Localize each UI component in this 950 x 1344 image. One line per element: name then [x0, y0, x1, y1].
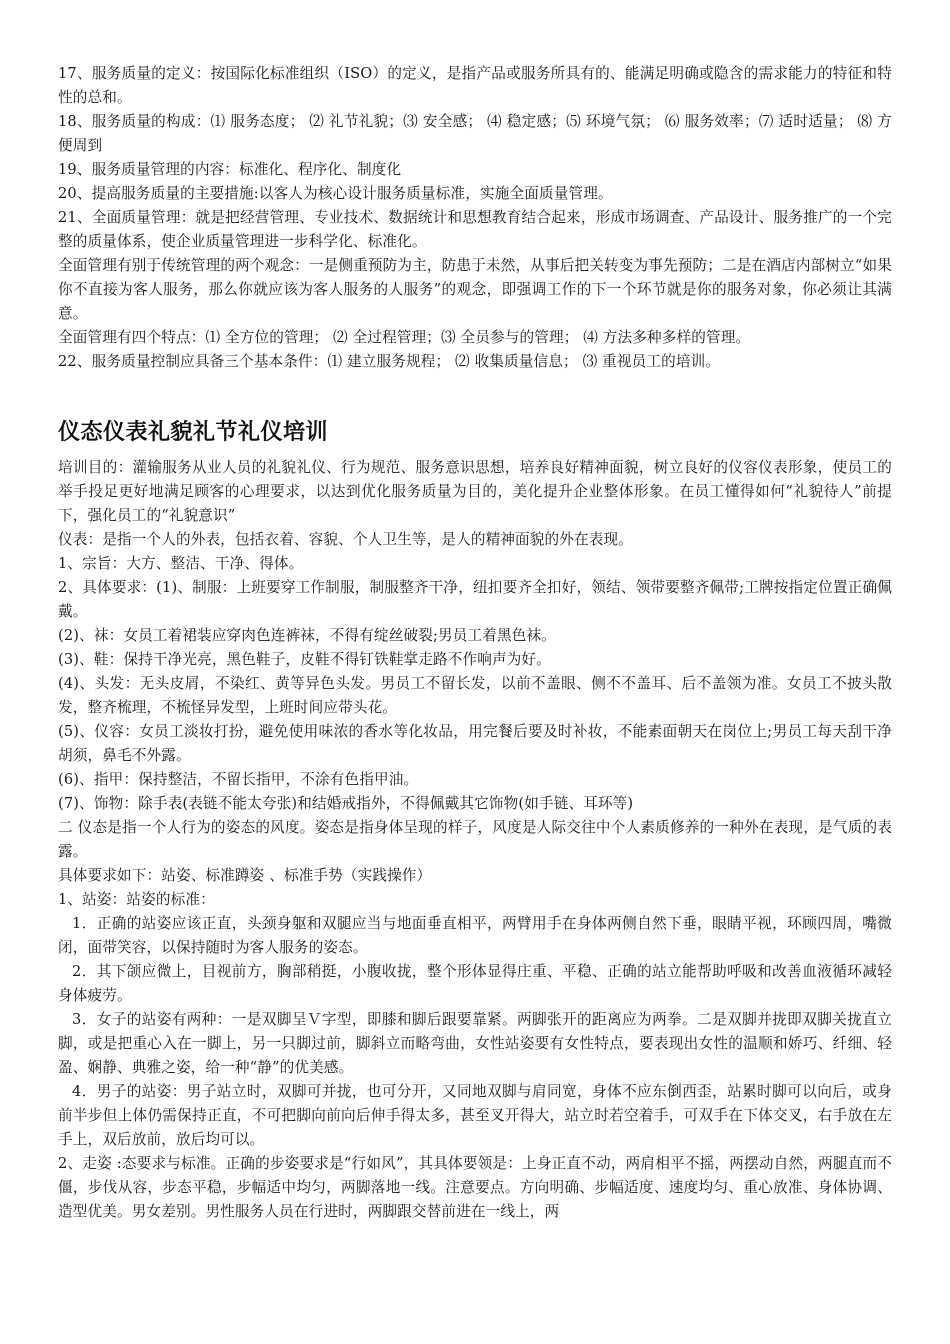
paragraph-makeup: (5)、仪容：女员工淡妆打扮，避免使用味浓的香水等化妆品，用完餐后要及时补妆，不能素面朝天在岗位上;男员工每天刮干净胡须，鼻毛不外露。: [58, 723, 892, 764]
paragraph-hair: (4)、头发：无头皮屑，不染红、黄等异色头发。男员工不留长发，以前不盖眼、侧不不盖耳、后不盖领为准。女员工不披头散发，整齐梳理，不梳怪异发型，上班时间应带头花。: [58, 675, 892, 716]
paragraph-standing-3: 3．女子的站姿有两种：一是双脚呈Ｖ字型，即膝和脚后跟要靠紧。两脚张开的距离应为两拳。二是双脚并拢即双脚关拢直立脚，或是把重心入在一脚上，另一只脚过前，脚斜立而略弯曲，女性站姿要有女性特点，要表现出女性的温顺和娇巧、纤细、轻盈、娴静、典雅之姿，给一种“静”的优美感。: [58, 1011, 892, 1076]
paragraph-walking: 2、走姿 :态要求与标准。正确的步姿要求是“行如风”，其具体要领是：上身正直不动，两肩相平不摇，两摆动自然，两腿直而不僵，步伐从容，步态平稳，步幅适中均匀，两脚落地一线。注意要点。方向明确、步幅适度、速度均匀、重心放准、身体协调、造型优美。男女差别。男性服务人员在行进时，两脚跟交替前进在一线上，两: [58, 1155, 892, 1220]
document-page: [58, 62, 892, 1224]
paragraph-standing-title: 1、站姿：站姿的标准：: [58, 891, 215, 908]
paragraph-standing-2: 2．其下颌应微上，目视前方，胸部稍挺，小腹收拢，整个形体显得庄重、平稳、正确的站立能帮助呼吸和改善血液循环减轻身体疲劳。: [58, 963, 892, 1004]
paragraph-principle: 1、宗旨：大方、整洁、干净、得体。: [58, 555, 304, 572]
paragraph-20: 20、提高服务质量的主要措施:以客人为核心设计服务质量标准，实施全面质量管理。: [58, 185, 613, 202]
paragraph-requirements: 具体要求如下：站姿、标准蹲姿 、标准手势（实践操作）: [58, 867, 432, 884]
service-quality-section: [58, 62, 892, 374]
paragraph-19: 19、服务质量管理的内容：标准化、程序化、制度化: [58, 161, 402, 178]
paragraph-17: 17、服务质量的定义：按国际化标准组织（ISO）的定义，是指产品或服务所具有的、能满足明确或隐含的需求能力的特征和特性的总和。: [58, 65, 892, 106]
paragraph-standing-1: 1．正确的站姿应该正直，头颈身躯和双腿应当与地面垂直相平，两臂用手在身体两侧自然下垂，眼睛平视，环顾四周，嘴微闭，面带笑容，以保持随时为客人服务的姿态。: [58, 915, 892, 956]
paragraph-uniform: 2、具体要求：(1)、制服：上班要穿工作制服，制服整齐干净，纽扣要齐全扣好，领结、领带要整齐佩带;工牌按指定位置正确佩戴。: [58, 579, 892, 620]
paragraph-tqm-features: 全面管理有四个特点：⑴ 全方位的管理； ⑵ 全过程管理；⑶ 全员参与的管理； ⑷ 方法多种多样的管理。: [58, 329, 751, 346]
section-spacer: [58, 374, 892, 418]
paragraph-socks: (2)、袜：女员工着裙装应穿肉色连裤袜，不得有绽丝破裂;男员工着黑色袜。: [58, 627, 556, 644]
paragraph-tqm-concepts: 全面管理有别于传统管理的两个观念：一是侧重预防为主，防患于未然，从事后把关转变为事先预防；二是在酒店内部树立“如果你不直接为客人服务，那么你就应该为客人服务的人服务”的观念，即强调工作的下一个环节就是你的服务对象，你必须让其满意。: [58, 257, 892, 322]
etiquette-section: [58, 456, 892, 1224]
paragraph-nails: (6)、指甲：保持整洁，不留长指甲，不涂有色指甲油。: [58, 771, 419, 788]
paragraph-appearance-definition: 仪表：是指一个人的外表，包括衣着、容貌、个人卫生等，是人的精神面貌的外在表现。: [58, 531, 634, 548]
paragraph-training-purpose: 培训目的：灌输服务从业人员的礼貌礼仪、行为规范、服务意识思想，培养良好精神面貌，树立良好的仪容仪表形象，使员工的举手投足更好地满足顾客的心理要求，以达到优化服务质量为目的，美化提升企业整体形象。在员工懂得如何“礼貌待人”前提下，强化员工的“礼貌意识”: [58, 459, 892, 524]
paragraph-accessories: (7)、饰物：除手表(表链不能太夸张)和结婚戒指外，不得佩戴其它饰物(如手链、耳环等): [58, 795, 634, 812]
paragraph-18: 18、服务质量的构成：⑴ 服务态度； ⑵ 礼节礼貌；⑶ 安全感； ⑷ 稳定感；⑸ 环境气氛； ⑹ 服务效率；⑺ 适时适量； ⑻ 方便周到: [58, 113, 892, 154]
paragraph-21: 21、全面质量管理：就是把经营管理、专业技术、数据统计和思想教育结合起来，形成市场调查、产品设计、服务推广的一个完整的质量体系，使企业质量管理进一步科学化、标准化。: [58, 209, 892, 250]
paragraph-shoes: (3)、鞋：保持干净光亮，黑色鞋子，皮鞋不得钉铁鞋掌走路不作响声为好。: [58, 651, 551, 668]
paragraph-22: 22、服务质量控制应具备三个基本条件：⑴ 建立服务规程； ⑵ 收集质量信息； ⑶ 重视员工的培训。: [58, 353, 721, 370]
paragraph-standing-4: 4．男子的站姿：男子站立时，双脚可并拢，也可分开，又同地双脚与肩同宽，身体不应东倒西歪，站累时脚可以向后，或身前半步但上体仍需保持正直，不可把脚向前向后伸手得太多，甚至叉开得大，站立时若空着手，可双手在下体交叉，右手放在左手上，双后放前，放后均可以。: [58, 1083, 892, 1148]
section-heading: 仪态仪表礼貌礼节礼仪培训: [58, 420, 329, 445]
paragraph-deportment: 二 仪态是指一个人行为的姿态的风度。姿态是指身体呈现的样子，风度是人际交往中个人素质修养的一种外在表现，是气质的表露。: [58, 819, 892, 860]
